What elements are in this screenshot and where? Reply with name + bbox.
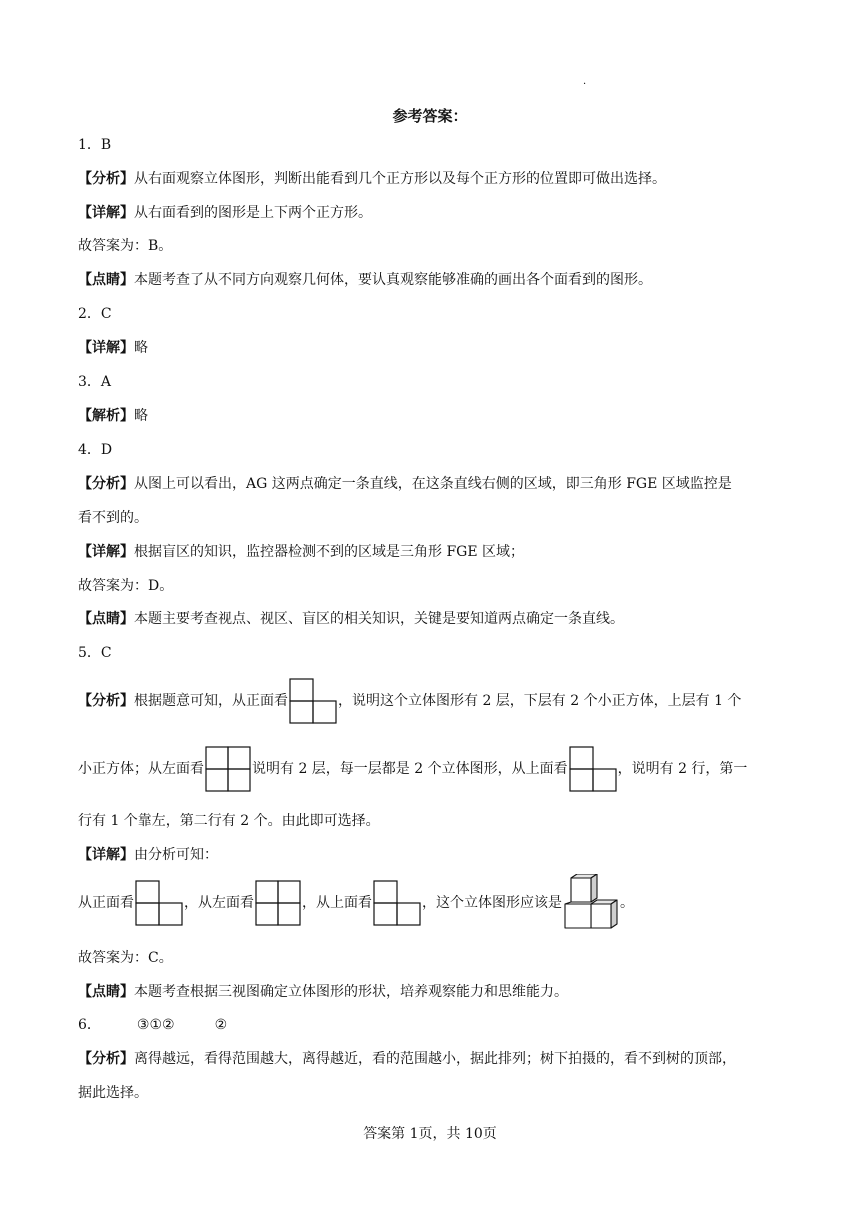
q5-detail-views [78,873,634,933]
q6-blank-2: ② [214,1017,228,1033]
front-view-figure [289,678,337,724]
comment-text: 本题主要考查视点、视区、盲区的相关知识，关键是要知道两点确定一条直线。 [134,611,624,627]
top-view-figure [569,746,617,792]
q1-detail [78,203,372,223]
analysis-text: 根据题意可知，从正面看 [134,693,288,709]
detail-tag: 【详解】 [78,847,134,863]
analysis-tag: 【分析】 [78,693,134,709]
solid-figure-3d [563,874,619,932]
detail-text: ，这个立体图形应该是 [422,895,562,911]
page-title: 参考答案： [392,107,468,125]
q5-answer: 5．C [78,645,112,661]
front-view-figure [135,880,183,926]
analysis-text: 略 [134,408,148,424]
detail-text: 略 [134,340,148,356]
q5-comment [78,982,568,1002]
analysis-tag: 【解析】 [78,408,134,424]
comment-tag: 【点睛】 [78,611,134,627]
q6-blank-1: ③①② [136,1017,175,1033]
q4-analysis [78,474,732,494]
left-view-figure [205,746,251,792]
analysis-text: ，说明这个立体图形有 2 层，下层有 2 个小正方体，上层有 1 个 [338,693,742,709]
comment-tag: 【点睛】 [78,272,134,288]
detail-text: 。 [620,895,634,911]
q6-number: 6． [78,1017,101,1033]
comment-text: 本题考查根据三视图确定立体图形的形状，培养观察能力和思维能力。 [134,984,568,1000]
q5-analysis [78,678,741,724]
detail-text: 根据盲区的知识，监控器检测不到的区域是三角形 FGE 区域； [134,544,525,560]
analysis-tag: 【分析】 [78,171,134,187]
left-view-figure [255,880,301,926]
q1-comment [78,270,652,290]
analysis-text: 离得越远，看得范围越大，离得越近，看的范围越小，据此排列；树下拍摄的，看不到树的顶部， [134,1051,736,1067]
detail-tag: 【详解】 [78,340,134,356]
q4-answer: 4．D [78,442,113,458]
analysis-tag: 【分析】 [78,476,134,492]
q5-detail [78,845,218,865]
comment-tag: 【点睛】 [78,984,134,1000]
comment-text: 本题考查了从不同方向观察几何体，要认真观察能够准确的画出各个面看到的图形。 [134,272,652,288]
detail-text: 从正面看 [78,895,134,911]
q2-detail [78,338,148,358]
q5-analysis-end: 行有 1 个靠左，第二行有 2 个。由此即可选择。 [78,813,380,829]
detail-tag: 【详解】 [78,544,134,560]
analysis-text: ，说明有 2 行，第一 [617,761,748,777]
detail-tag: 【详解】 [78,205,134,221]
q3-answer: 3．A [78,374,112,390]
q2-answer: 2．C [78,306,112,322]
q4-comment [78,609,624,629]
q4-detail [78,542,524,562]
detail-text: 由分析可知： [134,847,218,863]
analysis-text: 从图上可以看出，AG 这两点确定一条直线，在这条直线右侧的区域，即三角形 FGE 区域监控是 [134,476,732,492]
q5-conclusion: 故答案为：C。 [78,950,173,966]
detail-text: ，从左面看 [184,895,254,911]
q1-analysis [78,169,666,189]
q1-answer: 1．B [78,137,112,153]
q3-analysis [78,406,148,426]
q4-conclusion: 故答案为：D。 [78,578,174,594]
q1-conclusion: 故答案为：B。 [78,238,173,254]
q5-analysis-cont [78,746,747,792]
q6-answer [78,1015,227,1035]
detail-text: 从右面看到的图形是上下两个正方形。 [134,205,372,221]
q4-analysis-cont: 看不到的。 [78,510,148,526]
page-marker: · [583,79,587,90]
detail-text: ，从上面看 [302,895,372,911]
analysis-text: 从右面观察立体图形，判断出能看到几个正方形以及每个正方形的位置即可做出选择。 [134,171,666,187]
top-view-figure [373,880,421,926]
analysis-text: 说明有 2 层，每一层都是 2 个立体图形，从上面看 [252,761,568,777]
q6-analysis [78,1049,736,1069]
q6-analysis-cont: 据此选择。 [78,1085,148,1101]
analysis-text: 小正方体；从左面看 [78,761,204,777]
page-footer: 答案第 1页，共 10页 [363,1126,497,1142]
analysis-tag: 【分析】 [78,1051,134,1067]
